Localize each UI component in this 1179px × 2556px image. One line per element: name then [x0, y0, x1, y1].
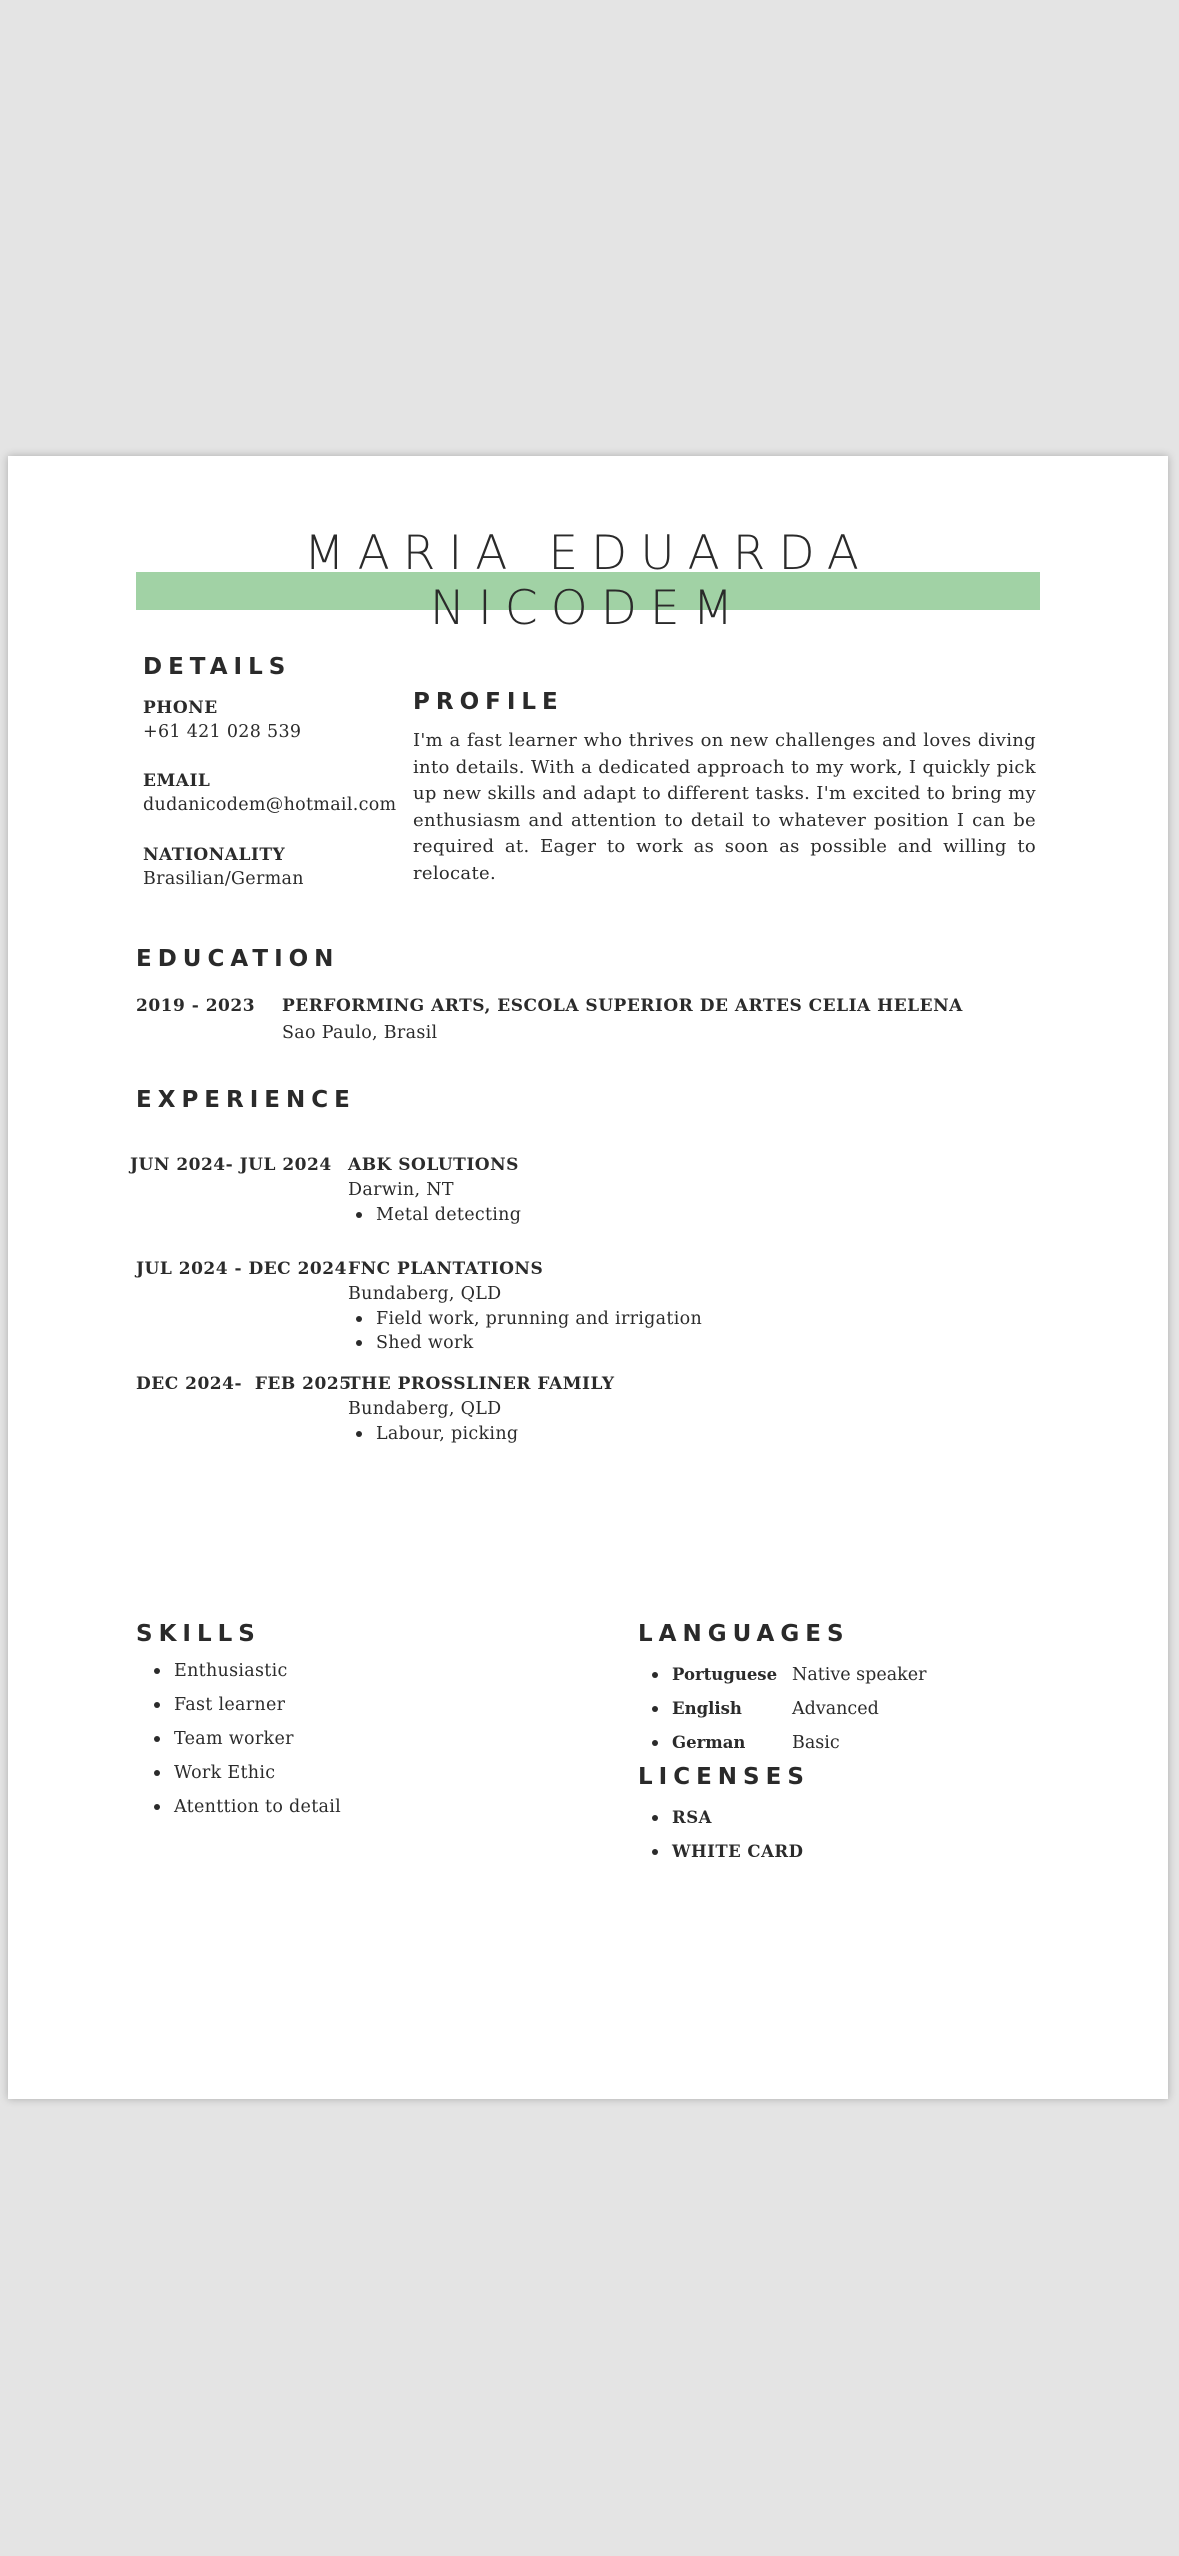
list-item: Labour, picking: [348, 1422, 518, 1446]
language-name: German: [672, 1733, 746, 1752]
job-items: [348, 1307, 702, 1355]
language-level: Advanced: [792, 1699, 879, 1719]
job-company: FNC PLANTATIONS: [348, 1259, 544, 1279]
education-dates: 2019 - 2023: [136, 996, 256, 1016]
education-location: Sao Paulo, Brasil: [282, 1023, 438, 1043]
list-item: Shed work: [348, 1331, 702, 1355]
job-dates: DEC 2024- FEB 2025: [136, 1374, 352, 1394]
list-item: Metal detecting: [348, 1203, 521, 1227]
nationality-label: NATIONALITY: [143, 845, 286, 865]
job-items: [348, 1422, 518, 1446]
list-item: Enthusiastic: [146, 1654, 341, 1688]
language-name: English: [672, 1699, 742, 1718]
job-location: Bundaberg, QLD: [348, 1399, 502, 1419]
list-item: Atenttion to detail: [146, 1790, 341, 1824]
job-company: ABK SOLUTIONS: [348, 1155, 519, 1175]
job-company: THE PROSSLINER FAMILY: [348, 1374, 615, 1394]
list-item: [644, 1658, 926, 1692]
list-item: [644, 1692, 926, 1726]
licenses-list: [644, 1801, 803, 1869]
languages-heading: LANGUAGES: [638, 1621, 850, 1647]
job-dates: JUN 2024- JUL 2024: [130, 1155, 332, 1175]
email-label: EMAIL: [143, 771, 211, 791]
resume-page: [8, 456, 1168, 2099]
language-level: Native speaker: [792, 1665, 927, 1685]
languages-list: [644, 1658, 926, 1760]
job-location: Darwin, NT: [348, 1180, 454, 1200]
job-location: Bundaberg, QLD: [348, 1284, 502, 1304]
language-level: Basic: [792, 1733, 840, 1753]
list-item: Work Ethic: [146, 1756, 341, 1790]
details-heading: DETAILS: [143, 654, 292, 680]
language-name: Portuguese: [672, 1665, 778, 1684]
list-item: Team worker: [146, 1722, 341, 1756]
nationality-value: Brasilian/German: [143, 869, 304, 889]
skills-heading: SKILLS: [136, 1621, 261, 1647]
phone-value: +61 421 028 539: [143, 722, 302, 742]
education-heading: EDUCATION: [136, 946, 340, 972]
profile-text: I'm a fast learner who thrives on new challenges and loves diving into details. With a dedicated approach to my work, I quickly pick up new skills and adapt to different tasks. I'm excited to bring my enthusiasm and attention to detail to whatever position I can be required at. Eager to work as soon as possible and willing to relocate.: [413, 730, 1036, 884]
phone-label: PHONE: [143, 698, 218, 718]
job-dates: JUL 2024 - DEC 2024: [136, 1259, 347, 1279]
skills-list: [146, 1654, 341, 1824]
list-item: Field work, prunning and irrigation: [348, 1307, 702, 1331]
resume-name: MARIA EDUARDA NICODEM: [304, 526, 872, 636]
list-item: Fast learner: [146, 1688, 341, 1722]
list-item: WHITE CARD: [644, 1835, 803, 1869]
experience-heading: EXPERIENCE: [136, 1087, 356, 1113]
list-item: RSA: [644, 1801, 803, 1835]
education-title: PERFORMING ARTS, ESCOLA SUPERIOR DE ARTES CELIA HELENA: [282, 996, 963, 1016]
list-item: [644, 1726, 926, 1760]
job-items: [348, 1203, 521, 1227]
email-value: dudanicodem@hotmail.com: [143, 795, 397, 815]
licenses-heading: LICENSES: [638, 1764, 810, 1790]
profile-heading: PROFILE: [413, 689, 564, 715]
